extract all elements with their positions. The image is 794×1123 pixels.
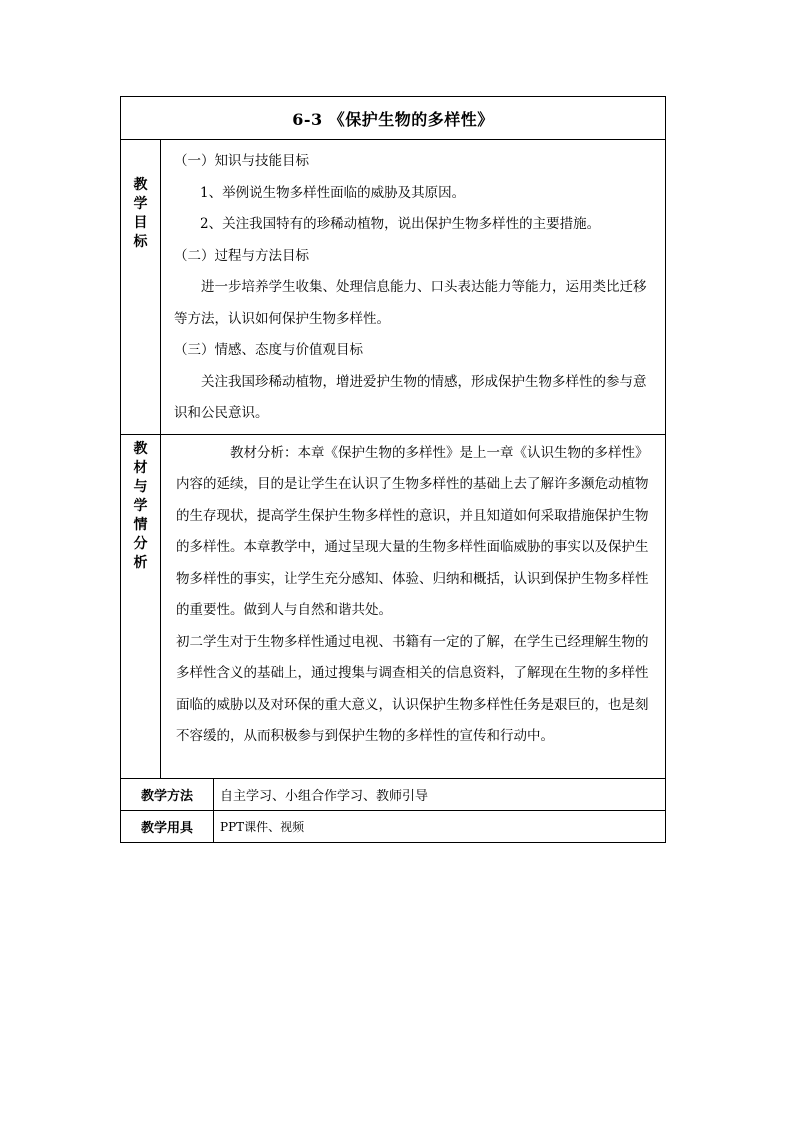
tools-label: 教学用具 <box>121 810 214 842</box>
knowledge-item: 2、关注我国特有的珍稀动植物，说出保护生物多样性的主要措施。 <box>200 216 601 232</box>
analysis-content <box>161 434 666 778</box>
process-text: 进一步培养学生收集、处理信息能力、口头表达能力等能力，运用类比迁移等方法，认识如何保护生物多样性。 <box>174 279 647 327</box>
objectives-label-char: 学 <box>133 196 148 212</box>
analysis-label-char: 分 <box>133 535 148 552</box>
tools-value: PPT课件、视频 <box>214 810 666 842</box>
knowledge-item: 1、举例说生物多样性面临的威胁及其原因。 <box>200 184 466 201</box>
material-analysis-text: 教材分析：本章《保护生物的多样性》是上一章《认识生物的多样性》内容的延续，目的是让学生在认识了生物多样性的基础上去了解许多濒危动植物的生存现状，提高学生保护生物多样性的意识，并且知道如何采取措施保护生物的多样性。本章教学中，通过呈现大量的生物多样性面临威胁的事实以及保护生物多样性的事实，让学生充分感知、体验、归纳和概括，认识到保护生物多样性的重要性。做到人与自然和谐共处。 <box>176 444 649 618</box>
knowledge-heading: （一）知识与技能目标 <box>174 153 309 169</box>
analysis-label-char: 材 <box>133 459 148 476</box>
methods-value: 自主学习、小组合作学习、教师引导 <box>214 778 666 810</box>
analysis-label-char: 学 <box>133 497 148 514</box>
methods-label: 教学方法 <box>121 778 214 810</box>
analysis-label-char: 与 <box>133 478 148 495</box>
analysis-label-char: 析 <box>133 554 148 571</box>
emotion-heading: （三）情感、态度与价值观目标 <box>174 342 363 358</box>
student-analysis-text: 初二学生对于生物多样性通过电视、书籍有一定的了解，在学生已经理解生物的多样性含义的基础上，通过搜集与调查相关的信息资料，了解现在生物的多样性面临的威胁以及对环保的重大意义，认识保护生物多样性任务是艰巨的，也是刻不容缓的，从而积极参与到保护生物的多样性的宣传和行动中。 <box>176 633 649 744</box>
objectives-label-char: 标 <box>133 234 148 250</box>
objectives-label-char: 教 <box>133 177 148 193</box>
lesson-title: 6-3 《保护生物的多样性》 <box>121 97 666 140</box>
process-heading: （二）过程与方法目标 <box>174 247 309 264</box>
objectives-content <box>161 140 666 435</box>
objectives-label <box>121 140 161 435</box>
analysis-label-char: 情 <box>133 516 148 533</box>
emotion-text: 关注我国珍稀动植物，增进爱护生物的情感，形成保护生物多样性的参与意识和公民意识。 <box>174 373 647 421</box>
analysis-label <box>121 434 161 778</box>
objectives-label-char: 目 <box>133 215 148 231</box>
analysis-label-char: 教 <box>133 440 148 457</box>
lesson-plan-table <box>120 96 666 843</box>
